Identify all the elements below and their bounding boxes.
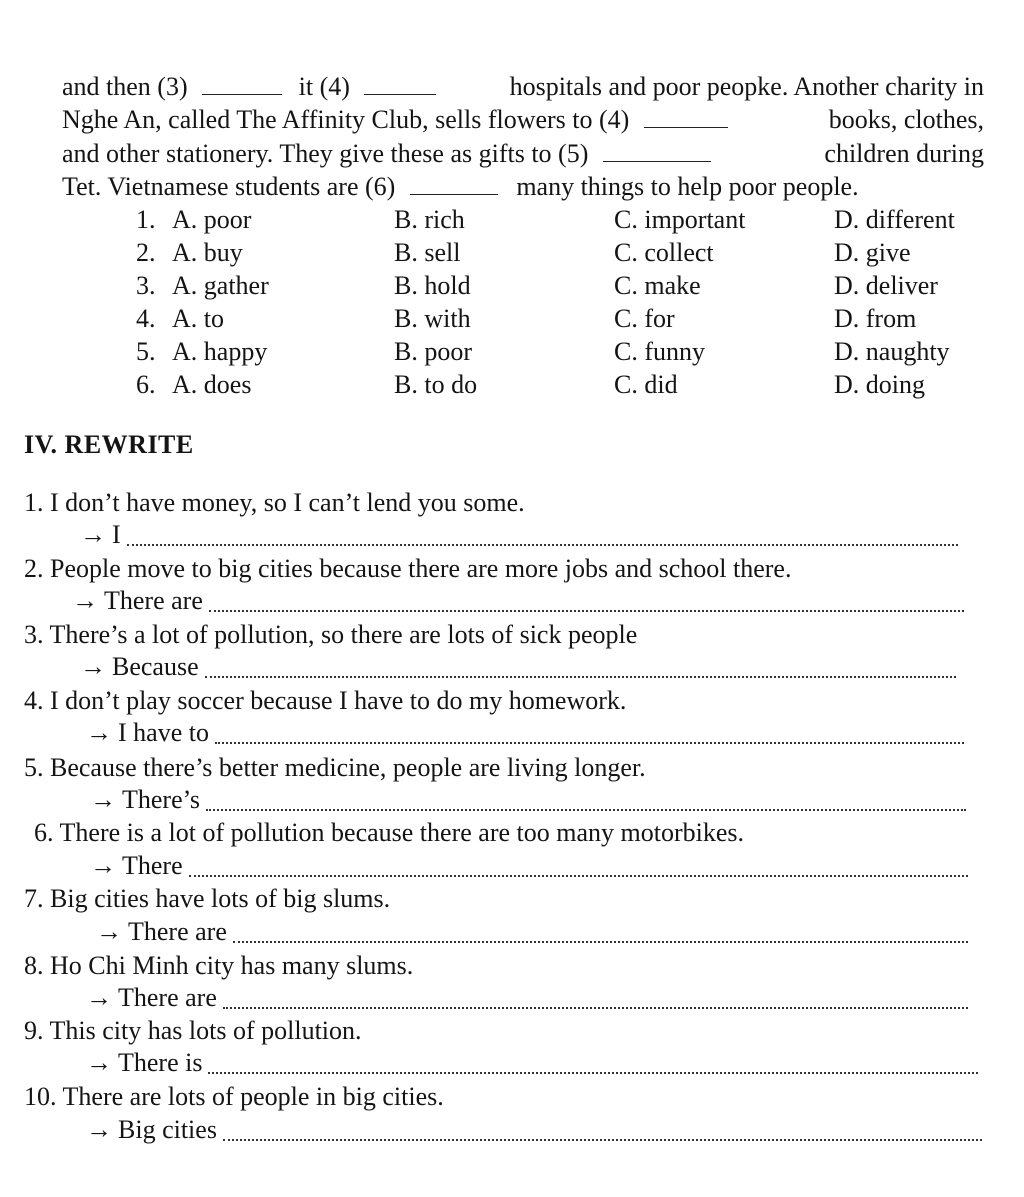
rewrite-prompt: 7. Big cities have lots of big slums. (24, 884, 391, 913)
rewrite-prompt: 3. There’s a lot of pollution, so there are lots of sick people (24, 620, 638, 649)
passage-text: many things to help poor people. (516, 172, 859, 201)
passage-text: hospitals and poor peopke. Another charity in (509, 72, 984, 101)
passage-line-1 (62, 72, 984, 102)
dotted-line[interactable] (127, 544, 958, 546)
rewrite-prompt: 5. Because there’s better medicine, people are living longer. (24, 753, 646, 782)
rewrite-start: There are (104, 586, 203, 615)
arrow-icon: → (80, 652, 106, 681)
question-number: 6. (136, 370, 156, 399)
option-d[interactable]: D. give (834, 238, 911, 267)
rewrite-answer-line[interactable] (86, 983, 968, 1013)
option-c[interactable]: C. did (614, 370, 678, 399)
passage-text: Nghe An, called The Affinity Club, sells flowers to (4) (62, 105, 630, 134)
arrow-icon: → (86, 1048, 112, 1077)
rewrite-answer-line[interactable] (80, 520, 958, 550)
dotted-line[interactable] (209, 610, 964, 612)
rewrite-prompt: 4. I don’t play soccer because I have to do my homework. (24, 686, 627, 715)
option-b[interactable]: B. to do (394, 370, 478, 399)
option-a[interactable]: A. to (172, 304, 224, 333)
dotted-line[interactable] (208, 1072, 978, 1074)
passage-line-3 (62, 139, 984, 169)
arrow-icon: → (86, 1115, 112, 1144)
question-number: 4. (136, 304, 156, 333)
rewrite-answer-line[interactable] (72, 586, 964, 616)
dotted-line[interactable] (223, 1007, 968, 1009)
rewrite-prompt: 9. This city has lots of pollution. (24, 1016, 362, 1045)
option-b[interactable]: B. rich (394, 205, 465, 234)
rewrite-answer-line[interactable] (86, 1115, 982, 1145)
arrow-icon: → (86, 718, 112, 747)
option-d[interactable]: D. doing (834, 370, 925, 399)
answer-blank[interactable] (603, 139, 711, 162)
rewrite-prompt: 6. There is a lot of pollution because there are too many motorbikes. (34, 818, 744, 847)
rewrite-prompt: 2. People move to big cities because there are more jobs and school there. (24, 554, 792, 583)
rewrite-start: I (112, 520, 121, 549)
option-a[interactable]: A. happy (172, 337, 268, 366)
option-b[interactable]: B. poor (394, 337, 472, 366)
rewrite-start: Because (112, 652, 199, 681)
rewrite-prompt: 8. Ho Chi Minh city has many slums. (24, 951, 414, 980)
question-number: 3. (136, 271, 156, 300)
rewrite-prompt: 10. There are lots of people in big cities. (24, 1082, 444, 1111)
option-c[interactable]: C. funny (614, 337, 705, 366)
option-d[interactable]: D. deliver (834, 271, 938, 300)
passage-text: books, clothes, (828, 105, 984, 134)
section-heading: IV. REWRITE (24, 430, 194, 459)
option-c[interactable]: C. make (614, 271, 701, 300)
passage-text: children during (824, 139, 984, 168)
rewrite-start: There (122, 851, 183, 880)
arrow-icon: → (96, 917, 122, 946)
rewrite-start: There are (128, 917, 227, 946)
rewrite-answer-line[interactable] (90, 785, 966, 815)
option-c[interactable]: C. collect (614, 238, 714, 267)
option-a[interactable]: A. does (172, 370, 252, 399)
rewrite-answer-line[interactable] (96, 917, 968, 947)
option-a[interactable]: A. poor (172, 205, 252, 234)
question-number: 2. (136, 238, 156, 267)
dotted-line[interactable] (205, 676, 956, 678)
passage-text: Tet. Vietnamese students are (6) (62, 172, 396, 201)
answer-blank[interactable] (202, 72, 282, 95)
arrow-icon: → (90, 851, 116, 880)
rewrite-start: There’s (122, 785, 200, 814)
option-a[interactable]: A. gather (172, 271, 269, 300)
passage-text: and other stationery. They give these as gifts to (5) (62, 139, 589, 168)
answer-blank[interactable] (410, 172, 498, 195)
option-a[interactable]: A. buy (172, 238, 243, 267)
passage-text: and then (3) (62, 72, 188, 101)
passage-text: it (4) (298, 72, 350, 101)
rewrite-answer-line[interactable] (90, 851, 968, 881)
option-c[interactable]: C. important (614, 205, 746, 234)
option-b[interactable]: B. hold (394, 271, 471, 300)
rewrite-prompt: 1. I don’t have money, so I can’t lend you some. (24, 488, 525, 517)
answer-blank[interactable] (644, 105, 728, 128)
arrow-icon: → (80, 520, 106, 549)
rewrite-start: I have to (118, 718, 209, 747)
dotted-line[interactable] (215, 742, 964, 744)
arrow-icon: → (86, 983, 112, 1012)
question-number: 5. (136, 337, 156, 366)
dotted-line[interactable] (206, 809, 966, 811)
rewrite-answer-line[interactable] (86, 1048, 978, 1078)
rewrite-start: There are (118, 983, 217, 1012)
dotted-line[interactable] (233, 941, 968, 943)
arrow-icon: → (72, 586, 98, 615)
rewrite-answer-line[interactable] (80, 652, 956, 682)
question-number: 1. (136, 205, 156, 234)
option-d[interactable]: D. naughty (834, 337, 950, 366)
passage-line-4 (62, 172, 859, 202)
dotted-line[interactable] (189, 875, 968, 877)
arrow-icon: → (90, 785, 116, 814)
option-b[interactable]: B. with (394, 304, 471, 333)
option-b[interactable]: B. sell (394, 238, 461, 267)
dotted-line[interactable] (223, 1139, 982, 1141)
option-c[interactable]: C. for (614, 304, 675, 333)
option-d[interactable]: D. different (834, 205, 955, 234)
rewrite-start: Big cities (118, 1115, 217, 1144)
rewrite-start: There is (118, 1048, 203, 1077)
answer-blank[interactable] (364, 72, 436, 95)
passage-line-2 (62, 105, 984, 135)
option-d[interactable]: D. from (834, 304, 917, 333)
rewrite-answer-line[interactable] (86, 718, 964, 748)
